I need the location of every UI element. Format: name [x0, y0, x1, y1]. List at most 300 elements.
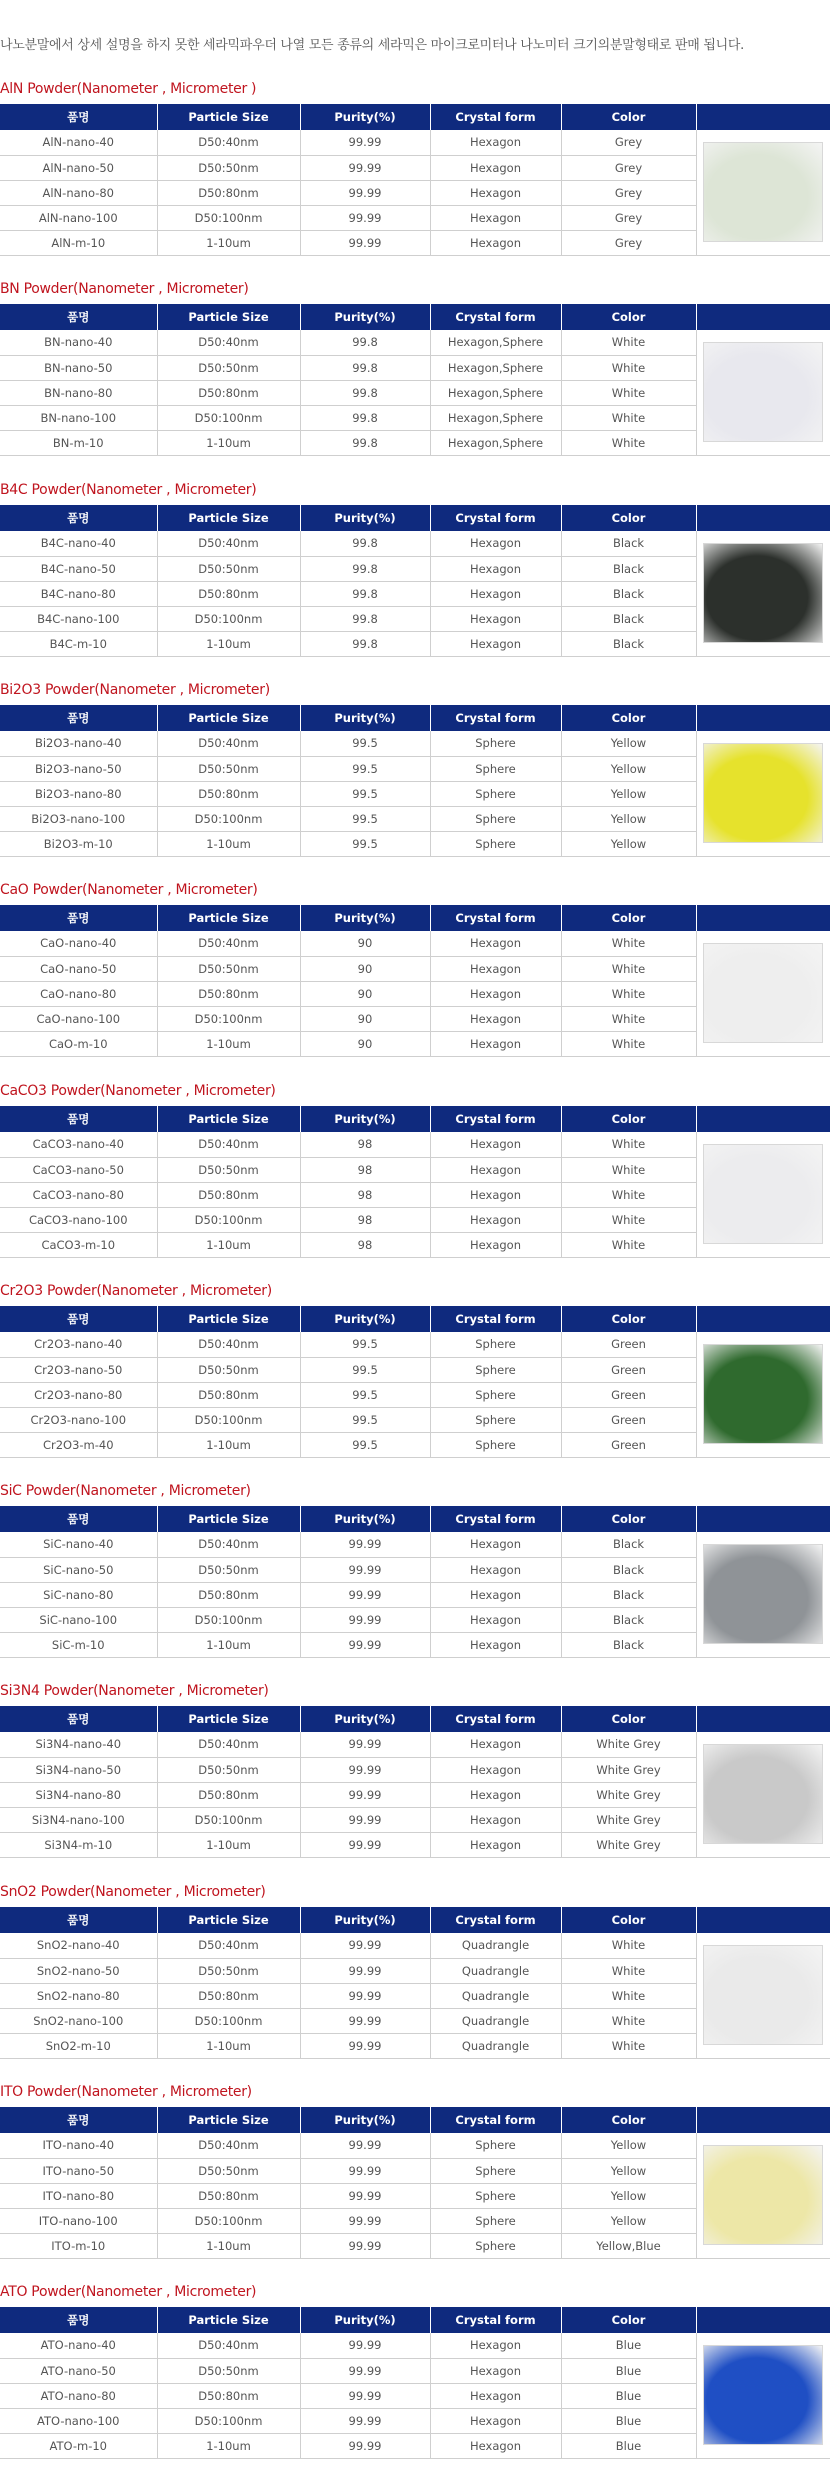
table-cell: SiC-m-10 [0, 1632, 157, 1657]
column-header: Crystal form [430, 505, 561, 531]
table-cell: CaO-nano-80 [0, 981, 157, 1006]
column-header: Purity(%) [300, 1907, 430, 1933]
table-cell: D50:100nm [157, 2408, 300, 2433]
section-title: ITO Powder(Nanometer , Micrometer) [0, 2084, 252, 2100]
table-cell: D50:80nm [157, 1182, 300, 1207]
column-header: Particle Size [157, 1306, 300, 1332]
table-cell: Hexagon [430, 1132, 561, 1157]
table-cell: White [561, 1182, 696, 1207]
table-cell: Sphere [430, 806, 561, 831]
table-cell: 99.99 [300, 1807, 430, 1832]
powder-photo [703, 1945, 823, 2045]
table-cell: 99.8 [300, 631, 430, 656]
column-header [696, 1306, 830, 1332]
table-cell: Hexagon [430, 1732, 561, 1757]
table-cell: White [561, 956, 696, 981]
table-cell: Sphere [430, 831, 561, 856]
table-cell: D50:50nm [157, 2358, 300, 2383]
column-header: Particle Size [157, 304, 300, 330]
table-header-row [0, 1106, 830, 1132]
column-header: 품명 [0, 304, 157, 330]
table-cell: Yellow [561, 756, 696, 781]
column-header: 품명 [0, 705, 157, 731]
section-title: SnO2 Powder(Nanometer , Micrometer) [0, 1884, 266, 1900]
column-header: Crystal form [430, 2307, 561, 2333]
table-cell: D50:100nm [157, 1807, 300, 1832]
table-header-row [0, 1306, 830, 1332]
table-cell: White [561, 1031, 696, 1056]
table-cell: AlN-nano-50 [0, 155, 157, 180]
table-cell: ITO-nano-80 [0, 2183, 157, 2208]
table-cell: D50:100nm [157, 1006, 300, 1031]
table-cell: D50:100nm [157, 1207, 300, 1232]
table-cell: Blue [561, 2408, 696, 2433]
table-cell: Si3N4-nano-50 [0, 1757, 157, 1782]
powder-section [0, 1080, 830, 1280]
column-header: Particle Size [157, 2107, 300, 2133]
column-header: Purity(%) [300, 705, 430, 731]
table-cell: Black [561, 1632, 696, 1657]
powder-image-cell [696, 2333, 830, 2458]
section-title: Cr2O3 Powder(Nanometer , Micrometer) [0, 1283, 272, 1299]
table-cell: Grey [561, 155, 696, 180]
table-cell: D50:40nm [157, 1532, 300, 1557]
column-header: Purity(%) [300, 1306, 430, 1332]
table-cell: 99.99 [300, 2208, 430, 2233]
table-cell: SnO2-m-10 [0, 2033, 157, 2058]
table-cell: D50:50nm [157, 1757, 300, 1782]
table-cell: Bi2O3-nano-80 [0, 781, 157, 806]
powder-section [0, 1480, 830, 1680]
powder-image-cell [696, 1933, 830, 2058]
table-cell: D50:40nm [157, 1933, 300, 1958]
table-cell: D50:50nm [157, 756, 300, 781]
table-cell: D50:80nm [157, 180, 300, 205]
column-header: Crystal form [430, 2107, 561, 2133]
powder-photo [703, 1544, 823, 1644]
column-header: Color [561, 2107, 696, 2133]
table-cell: D50:40nm [157, 931, 300, 956]
table-cell: White [561, 2033, 696, 2058]
table-cell: Hexagon [430, 1832, 561, 1857]
table-cell: B4C-m-10 [0, 631, 157, 656]
table-cell: Hexagon [430, 180, 561, 205]
table-cell: 99.8 [300, 581, 430, 606]
table-cell: Yellow [561, 2158, 696, 2183]
column-header: Purity(%) [300, 905, 430, 931]
table-cell: 99.99 [300, 230, 430, 255]
table-cell: Sphere [430, 1357, 561, 1382]
table-cell: SnO2-nano-80 [0, 1983, 157, 2008]
table-cell: D50:80nm [157, 2183, 300, 2208]
intro-text: 나노분말에서 상세 설명을 하지 못한 세라믹파우더 나열 모든 종류의 세라믹은 마이크로미터나 나노미터 크기의분말형태로 판매 됩니다. [0, 38, 744, 53]
column-header [696, 905, 830, 931]
spec-table [0, 1306, 830, 1458]
column-header: Crystal form [430, 1106, 561, 1132]
powder-photo [703, 142, 823, 242]
column-header: Particle Size [157, 104, 300, 130]
table-cell: Hexagon [430, 155, 561, 180]
column-header: Particle Size [157, 2307, 300, 2333]
table-cell: Hexagon,Sphere [430, 430, 561, 455]
table-row [0, 1933, 830, 1958]
section-title: CaCO3 Powder(Nanometer , Micrometer) [0, 1083, 276, 1099]
table-cell: D50:80nm [157, 1983, 300, 2008]
table-cell: Blue [561, 2333, 696, 2358]
table-cell: CaO-nano-40 [0, 931, 157, 956]
powder-section [0, 78, 830, 278]
table-cell: ITO-m-10 [0, 2233, 157, 2258]
table-cell: 99.8 [300, 330, 430, 355]
table-cell: ATO-nano-50 [0, 2358, 157, 2383]
table-cell: D50:50nm [157, 956, 300, 981]
section-title: ATO Powder(Nanometer , Micrometer) [0, 2284, 257, 2300]
table-row [0, 1332, 830, 1357]
table-row [0, 731, 830, 756]
powder-section [0, 2081, 830, 2281]
table-cell: 99.99 [300, 1757, 430, 1782]
table-cell: Black [561, 531, 696, 556]
section-title: Bi2O3 Powder(Nanometer , Micrometer) [0, 682, 270, 698]
table-cell: ATO-nano-40 [0, 2333, 157, 2358]
table-cell: Black [561, 1607, 696, 1632]
table-row [0, 1132, 830, 1157]
column-header: Color [561, 705, 696, 731]
table-cell: Green [561, 1357, 696, 1382]
table-cell: 1-10um [157, 230, 300, 255]
table-cell: Hexagon [430, 1782, 561, 1807]
table-cell: CaO-nano-50 [0, 956, 157, 981]
table-cell: Sphere [430, 1407, 561, 1432]
table-cell: Sphere [430, 2133, 561, 2158]
spec-table [0, 2107, 830, 2259]
table-row [0, 931, 830, 956]
table-cell: SiC-nano-50 [0, 1557, 157, 1582]
table-cell: 1-10um [157, 1632, 300, 1657]
table-cell: Hexagon [430, 1757, 561, 1782]
powder-image-cell [696, 531, 830, 656]
spec-table [0, 1907, 830, 2059]
powder-photo [703, 2145, 823, 2245]
table-cell: Hexagon [430, 531, 561, 556]
table-cell: Si3N4-nano-40 [0, 1732, 157, 1757]
table-cell: CaO-m-10 [0, 1031, 157, 1056]
powder-image-cell [696, 931, 830, 1056]
table-cell: AlN-nano-100 [0, 205, 157, 230]
table-cell: White [561, 931, 696, 956]
table-header-row [0, 1706, 830, 1732]
column-header: 품명 [0, 1506, 157, 1532]
table-cell: Green [561, 1432, 696, 1457]
column-header: Crystal form [430, 1706, 561, 1732]
table-cell: Sphere [430, 731, 561, 756]
table-cell: Sphere [430, 781, 561, 806]
table-cell: D50:50nm [157, 1958, 300, 1983]
table-cell: CaCO3-m-10 [0, 1232, 157, 1257]
table-cell: D50:80nm [157, 1782, 300, 1807]
column-header: Particle Size [157, 905, 300, 931]
table-cell: Hexagon [430, 1607, 561, 1632]
powder-section [0, 679, 830, 879]
table-cell: D50:80nm [157, 2383, 300, 2408]
table-cell: Yellow [561, 781, 696, 806]
table-cell: Yellow [561, 2133, 696, 2158]
table-cell: ATO-m-10 [0, 2433, 157, 2458]
table-cell: Blue [561, 2433, 696, 2458]
table-cell: D50:100nm [157, 2008, 300, 2033]
table-cell: White Grey [561, 1732, 696, 1757]
table-cell: Hexagon [430, 205, 561, 230]
powder-section [0, 278, 830, 478]
column-header: Purity(%) [300, 505, 430, 531]
table-cell: D50:40nm [157, 130, 300, 155]
column-header: 품명 [0, 2307, 157, 2333]
powder-photo [703, 2345, 823, 2445]
spec-table [0, 104, 830, 256]
table-cell: D50:100nm [157, 1407, 300, 1432]
table-cell: Hexagon [430, 1157, 561, 1182]
table-cell: 99.5 [300, 831, 430, 856]
table-cell: ITO-nano-40 [0, 2133, 157, 2158]
table-cell: White Grey [561, 1807, 696, 1832]
table-header-row [0, 1907, 830, 1933]
table-cell: 1-10um [157, 1031, 300, 1056]
column-header [696, 1706, 830, 1732]
table-cell: Yellow [561, 731, 696, 756]
table-cell: D50:40nm [157, 531, 300, 556]
table-row [0, 1532, 830, 1557]
powder-image-cell [696, 1532, 830, 1657]
table-cell: 99.5 [300, 731, 430, 756]
table-cell: D50:50nm [157, 1157, 300, 1182]
powder-image-cell [696, 1732, 830, 1857]
table-cell: CaCO3-nano-40 [0, 1132, 157, 1157]
table-cell: Green [561, 1407, 696, 1432]
table-cell: Sphere [430, 1432, 561, 1457]
column-header: 품명 [0, 1907, 157, 1933]
table-cell: 99.99 [300, 2333, 430, 2358]
column-header: 품명 [0, 1706, 157, 1732]
table-cell: Si3N4-nano-80 [0, 1782, 157, 1807]
table-cell: Black [561, 606, 696, 631]
table-cell: White [561, 1958, 696, 1983]
table-cell: Grey [561, 180, 696, 205]
table-cell: Sphere [430, 2233, 561, 2258]
table-cell: 98 [300, 1182, 430, 1207]
table-cell: 99.99 [300, 2033, 430, 2058]
table-cell: Bi2O3-nano-100 [0, 806, 157, 831]
powder-image-cell [696, 130, 830, 255]
table-cell: Hexagon [430, 1532, 561, 1557]
powder-section [0, 1280, 830, 1480]
spec-table [0, 304, 830, 456]
column-header: Purity(%) [300, 2307, 430, 2333]
column-header [696, 1106, 830, 1132]
table-cell: Sphere [430, 1332, 561, 1357]
table-cell: D50:50nm [157, 1357, 300, 1382]
column-header [696, 505, 830, 531]
powder-photo [703, 743, 823, 843]
column-header: Color [561, 1506, 696, 1532]
table-cell: D50:100nm [157, 1607, 300, 1632]
table-cell: 99.8 [300, 380, 430, 405]
column-header: Particle Size [157, 1506, 300, 1532]
column-header: Color [561, 304, 696, 330]
table-cell: Hexagon [430, 1031, 561, 1056]
table-cell: D50:80nm [157, 1582, 300, 1607]
column-header: 품명 [0, 1306, 157, 1332]
table-cell: 1-10um [157, 1232, 300, 1257]
table-cell: BN-nano-80 [0, 380, 157, 405]
table-cell: 99.8 [300, 531, 430, 556]
table-cell: Sphere [430, 2208, 561, 2233]
table-cell: 99.99 [300, 130, 430, 155]
table-cell: SnO2-nano-50 [0, 1958, 157, 1983]
table-cell: White [561, 430, 696, 455]
table-cell: 90 [300, 1031, 430, 1056]
table-cell: 99.99 [300, 2408, 430, 2433]
table-cell: Grey [561, 205, 696, 230]
powder-section [0, 2281, 830, 2465]
table-cell: Bi2O3-nano-40 [0, 731, 157, 756]
table-cell: 99.8 [300, 405, 430, 430]
table-cell: B4C-nano-40 [0, 531, 157, 556]
powder-section [0, 879, 830, 1079]
table-cell: Hexagon [430, 606, 561, 631]
column-header: Color [561, 1306, 696, 1332]
powder-photo [703, 342, 823, 442]
spec-table [0, 505, 830, 657]
table-cell: White [561, 2008, 696, 2033]
table-cell: 99.99 [300, 1732, 430, 1757]
table-cell: 99.99 [300, 2383, 430, 2408]
table-cell: D50:50nm [157, 155, 300, 180]
table-cell: 99.99 [300, 2358, 430, 2383]
table-cell: White [561, 1232, 696, 1257]
column-header [696, 2307, 830, 2333]
column-header: Color [561, 1907, 696, 1933]
table-cell: 99.99 [300, 2233, 430, 2258]
table-cell: Hexagon [430, 1182, 561, 1207]
table-cell: Quadrangle [430, 2008, 561, 2033]
section-title: SiC Powder(Nanometer , Micrometer) [0, 1483, 251, 1499]
table-cell: 99.5 [300, 756, 430, 781]
table-cell: White Grey [561, 1757, 696, 1782]
table-cell: Cr2O3-nano-80 [0, 1382, 157, 1407]
table-cell: 99.99 [300, 1958, 430, 1983]
column-header: Color [561, 104, 696, 130]
column-header: 품명 [0, 104, 157, 130]
table-cell: Yellow,Blue [561, 2233, 696, 2258]
column-header: Color [561, 1706, 696, 1732]
table-cell: 99.5 [300, 781, 430, 806]
table-cell: Hexagon [430, 2333, 561, 2358]
column-header: Crystal form [430, 1306, 561, 1332]
table-cell: Hexagon [430, 631, 561, 656]
table-cell: Quadrangle [430, 1958, 561, 1983]
table-cell: D50:40nm [157, 2133, 300, 2158]
table-cell: Hexagon [430, 956, 561, 981]
table-cell: ATO-nano-80 [0, 2383, 157, 2408]
table-header-row [0, 705, 830, 731]
table-cell: D50:100nm [157, 2208, 300, 2233]
table-cell: SnO2-nano-100 [0, 2008, 157, 2033]
table-cell: D50:80nm [157, 981, 300, 1006]
table-cell: SiC-nano-80 [0, 1582, 157, 1607]
table-cell: BN-nano-40 [0, 330, 157, 355]
table-cell: ITO-nano-100 [0, 2208, 157, 2233]
powder-image-cell [696, 2133, 830, 2258]
table-cell: Cr2O3-nano-100 [0, 1407, 157, 1432]
table-cell: Hexagon [430, 130, 561, 155]
table-cell: 99.99 [300, 1832, 430, 1857]
table-cell: D50:40nm [157, 330, 300, 355]
table-cell: CaCO3-nano-100 [0, 1207, 157, 1232]
table-cell: Green [561, 1382, 696, 1407]
table-cell: D50:100nm [157, 405, 300, 430]
powder-image-cell [696, 1332, 830, 1457]
powder-photo [703, 1744, 823, 1844]
table-cell: 99.99 [300, 1632, 430, 1657]
table-cell: D50:40nm [157, 1732, 300, 1757]
table-cell: White [561, 380, 696, 405]
section-title: B4C Powder(Nanometer , Micrometer) [0, 482, 257, 498]
table-cell: D50:80nm [157, 781, 300, 806]
table-cell: AlN-m-10 [0, 230, 157, 255]
table-cell: CaO-nano-100 [0, 1006, 157, 1031]
table-cell: White [561, 1207, 696, 1232]
column-header: Particle Size [157, 705, 300, 731]
table-cell: Black [561, 1532, 696, 1557]
column-header: Crystal form [430, 1907, 561, 1933]
table-cell: Quadrangle [430, 1983, 561, 2008]
table-header-row [0, 1506, 830, 1532]
table-cell: Quadrangle [430, 2033, 561, 2058]
table-cell: 99.8 [300, 606, 430, 631]
table-cell: Hexagon [430, 230, 561, 255]
column-header [696, 1907, 830, 1933]
table-cell: Hexagon [430, 1232, 561, 1257]
table-cell: 1-10um [157, 430, 300, 455]
table-cell: D50:80nm [157, 1382, 300, 1407]
table-cell: Black [561, 1557, 696, 1582]
table-cell: 99.99 [300, 2183, 430, 2208]
table-cell: Bi2O3-m-10 [0, 831, 157, 856]
column-header: Crystal form [430, 304, 561, 330]
column-header: Purity(%) [300, 1506, 430, 1532]
table-cell: D50:50nm [157, 2158, 300, 2183]
table-cell: Grey [561, 130, 696, 155]
column-header: Color [561, 1106, 696, 1132]
table-cell: BN-nano-50 [0, 355, 157, 380]
column-header: Crystal form [430, 905, 561, 931]
table-cell: Hexagon [430, 1207, 561, 1232]
table-cell: D50:50nm [157, 1557, 300, 1582]
table-cell: Sphere [430, 756, 561, 781]
column-header: Color [561, 505, 696, 531]
table-cell: BN-m-10 [0, 430, 157, 455]
table-cell: Hexagon,Sphere [430, 405, 561, 430]
table-cell: SnO2-nano-40 [0, 1933, 157, 1958]
table-cell: Hexagon [430, 931, 561, 956]
column-header: Crystal form [430, 1506, 561, 1532]
table-cell: 99.99 [300, 1557, 430, 1582]
table-cell: Hexagon [430, 981, 561, 1006]
table-header-row [0, 505, 830, 531]
table-cell: CaCO3-nano-50 [0, 1157, 157, 1182]
table-cell: Black [561, 1582, 696, 1607]
table-cell: 99.99 [300, 1582, 430, 1607]
